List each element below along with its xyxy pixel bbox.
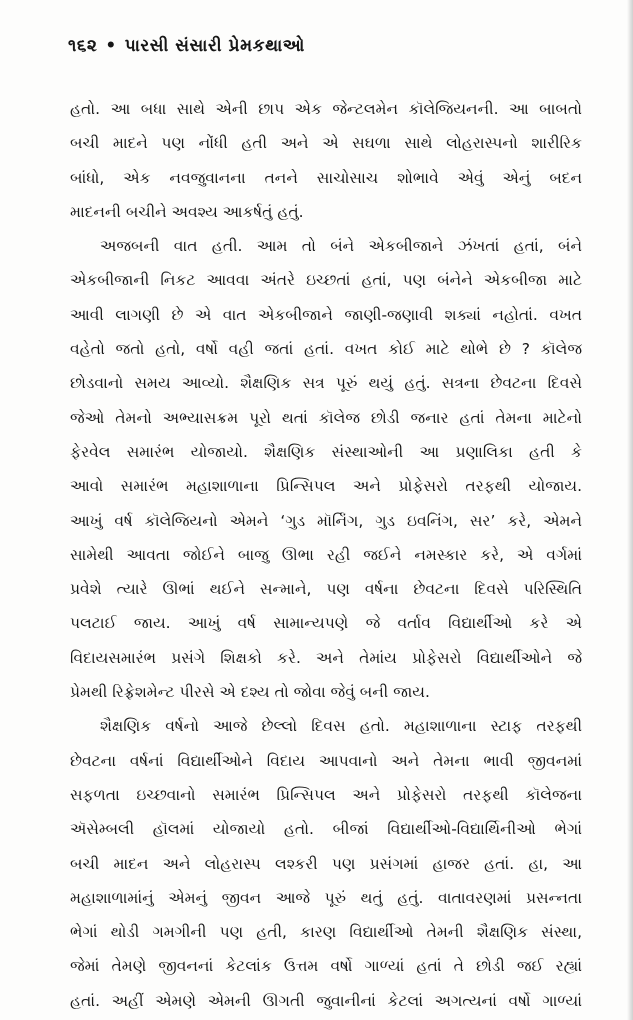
text-line: છોડવાનો સમય આવ્યો. શૈક્ષણિક સત્ર પૂરું થયું હતું. સત્રના છેવટના દિવસે: [70, 374, 582, 393]
text-line: વિદાયસમારંભ પ્રસંગે શિક્ષકો કરે. અને તેમાંય પ્રોફેસરો વિદ્યાર્થીઓને જે: [70, 648, 582, 667]
book-title: પારસી સંસારી પ્રેમકથાઓ: [124, 36, 305, 56]
text-line: ભેગાં થોડી ગમગીની પણ હતી, કારણ વિદ્યાર્થીઓ તેમની શૈક્ષણિક સંસ્થા,: [70, 923, 582, 942]
text-line: આવો સમારંભ મહાશાળાના પ્રિન્સિપલ અને પ્રોફેસરો તરફથી યોજાય.: [70, 477, 582, 496]
running-header: [68, 34, 305, 58]
text-line: જેઓ તેમનો અભ્યાસક્રમ પૂરો થતાં કૉલેજ છોડી જનાર હતાં તેમના માટેનો: [70, 408, 582, 427]
text-line: બાંધો, એક નવજુવાનના તનને સાચોસાચ શોભાવે એવું એનું બદન: [70, 168, 582, 187]
text-line: આવી લાગણી છે એ વાત એકબીજાને જાણી-જણાવી શક્યાં નહોતાં. વખત: [70, 305, 582, 324]
text-line: હતો. આ બધા સાથે એની છાપ એક જેન્ટલમેન કૉલેજિયનની. આ બાબતો: [70, 100, 582, 118]
text-line: વહેતો જતો હતો, વર્ષો વહી જતાં હતાં. વખત કોઈ માટે થોભે છે ? કૉલેજ: [70, 340, 582, 359]
text-line: જેમાં તેમણે જીવનનાં કેટલાંક ઉત્તમ વર્ષો ગાળ્યાં હતાં તે છોડી જઈ રહ્યાં: [70, 957, 582, 976]
text-line: પલટાઈ જાય. આખું વર્ષ સામાન્યપણે જે વર્તાવ વિદ્યાર્થીઓ કરે એ: [70, 614, 582, 633]
page-number: ૧૬૨: [68, 36, 98, 56]
text-line: ઍસેમ્બલી હૉલમાં યોજાયો હતો. બીજાં વિદ્યાર્થીઓ-વિદ્યાર્થિનીઓ ભેગાં: [70, 820, 582, 839]
text-line: બચી માદને પણ નોંધી હતી અને એ સઘળા સાથે લોહરાસ્પનો શારીરિક: [70, 134, 582, 153]
text-line: સામેથી આવતા જોઈને બાજુ ઊભા રહી જઈને નમસ્કાર કરે, એ વર્ગમાં: [70, 545, 582, 564]
text-line: અજબની વાત હતી. આમ તો બંને એકબીજાને ઝંખતાં હતાં, બંને: [100, 237, 582, 256]
text-line: ફેરવેલ સમારંભ યોજાયો. શૈક્ષણિક સંસ્થાઓની આ પ્રણાલિકા હતી કે: [70, 442, 582, 461]
text-line: માદનની બચીને અવશ્ય આકર્ષતું હતું.: [70, 202, 304, 221]
text-line: બચી માદન અને લોહરાસ્પ લશ્કરી પણ પ્રસંગમાં હાજર હતાં. હા, આ: [70, 854, 582, 873]
text-line: સફળતા ઇચ્છવાનો સમારંભ પ્રિન્સિપલ અને પ્રોફેસરો તરફથી કૉલેજના: [70, 785, 582, 804]
text-line: પ્રવેશે ત્યારે ઊભાં થઈને સન્માને, પણ વર્ષના છેવટના દિવસે પરિસ્થિતિ: [70, 580, 582, 599]
header-separator: •: [105, 36, 117, 56]
text-line: મહાશાળામાંનું એમનું જીવન આજે પૂરું થતું હતું. વાતાવરણમાં પ્રસન્નતા: [70, 888, 582, 907]
text-line: છેવટના વર્ષનાં વિદ્યાર્થીઓને વિદાય આપવાનો અને તેમના ભાવી જીવનમાં: [70, 751, 582, 770]
text-line: હતાં. અહીં એમણે એમની ઊગતી જુવાનીનાં કેટલાં અગત્યનાં વર્ષો ગાળ્યાં: [70, 991, 582, 1010]
text-line: આખું વર્ષ કૉલેજિયનો એમને ‘ગુડ મૉર્નિંગ, ગુડ ઇવનિંગ, સર’ કરે, એમને: [70, 511, 582, 530]
page-body: [70, 92, 582, 1018]
text-line: પ્રેમથી રિફ્રેશમેન્ટ પીરસે એ દશ્ય તો જોવા જેવું બની જાય.: [70, 683, 430, 702]
page-edge-shadow: [627, 0, 633, 1020]
text-line: શૈક્ષણિક વર્ષનો આજે છેલ્લો દિવસ હતો. મહાશાળાના સ્ટાફ તરફથી: [100, 717, 582, 736]
text-line: એકબીજાની નિકટ આવવા અંતરે ઇચ્છતાં હતાં, પણ બંનેને એકબીજા માટે: [70, 271, 582, 290]
